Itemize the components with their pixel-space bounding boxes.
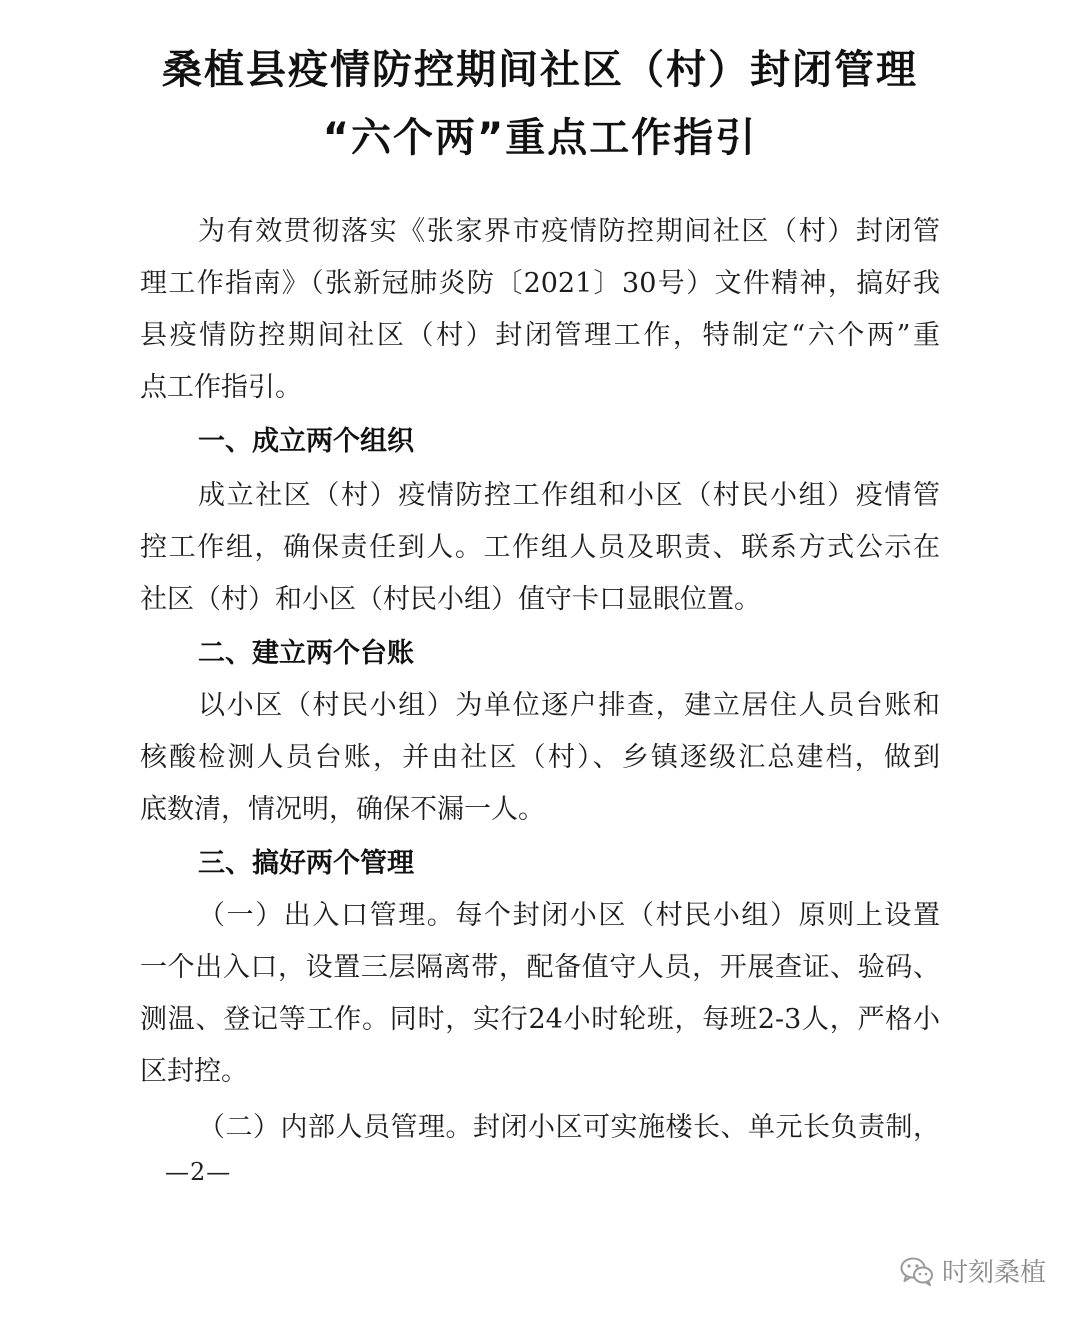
section-line: 控工作组，确保责任到人。工作组人员及职责、联系方式公示在 bbox=[140, 532, 940, 563]
intro-line: 县疫情防控期间社区（村）封闭管理工作，特制定“六个两”重 bbox=[140, 320, 940, 351]
section-line: 社区（村）和小区（村民小组）值守卡口显眼位置。 bbox=[140, 584, 761, 615]
section-heading: 二、建立两个台账 bbox=[198, 638, 414, 669]
section-line: 区封控。 bbox=[140, 1056, 248, 1087]
page-number: —2— bbox=[165, 1158, 232, 1186]
section-line: 一个出入口，设置三层隔离带，配备值守人员，开展查证、验码、 bbox=[140, 952, 940, 983]
document-title-line-2: “六个两”重点工作指引 bbox=[322, 115, 758, 161]
section-heading: 一、成立两个组织 bbox=[198, 426, 414, 457]
document-title-line-1: 桑植县疫情防控期间社区（村）封闭管理 bbox=[162, 47, 918, 93]
intro-line: 点工作指引。 bbox=[140, 372, 302, 403]
intro-line: 为有效贯彻落实《张家界市疫情防控期间社区（村）封闭管 bbox=[198, 216, 940, 247]
section-line: （一）出入口管理。每个封闭小区（村民小组）原则上设置 bbox=[198, 900, 940, 931]
section-line: （二）内部人员管理。封闭小区可实施楼长、单元长负责制， bbox=[198, 1112, 940, 1143]
wechat-icon bbox=[900, 1256, 934, 1286]
section-line: 以小区（村民小组）为单位逐户排查，建立居住人员台账和 bbox=[198, 690, 940, 721]
section-line: 成立社区（村）疫情防控工作组和小区（村民小组）疫情管 bbox=[198, 480, 940, 511]
section-heading: 三、搞好两个管理 bbox=[198, 848, 414, 879]
watermark bbox=[900, 1252, 1046, 1289]
watermark-text: 时刻桑植 bbox=[941, 1258, 1046, 1288]
section-line: 核酸检测人员台账，并由社区（村）、乡镇逐级汇总建档，做到 bbox=[140, 742, 940, 773]
section-line: 测温、登记等工作。同时，实行24小时轮班，每班2-3人，严格小 bbox=[140, 1004, 940, 1035]
section-line: 底数清，情况明，确保不漏一人。 bbox=[140, 794, 545, 825]
intro-line: 理工作指南》（张新冠肺炎防〔2021〕30号）文件精神，搞好我 bbox=[140, 268, 940, 299]
